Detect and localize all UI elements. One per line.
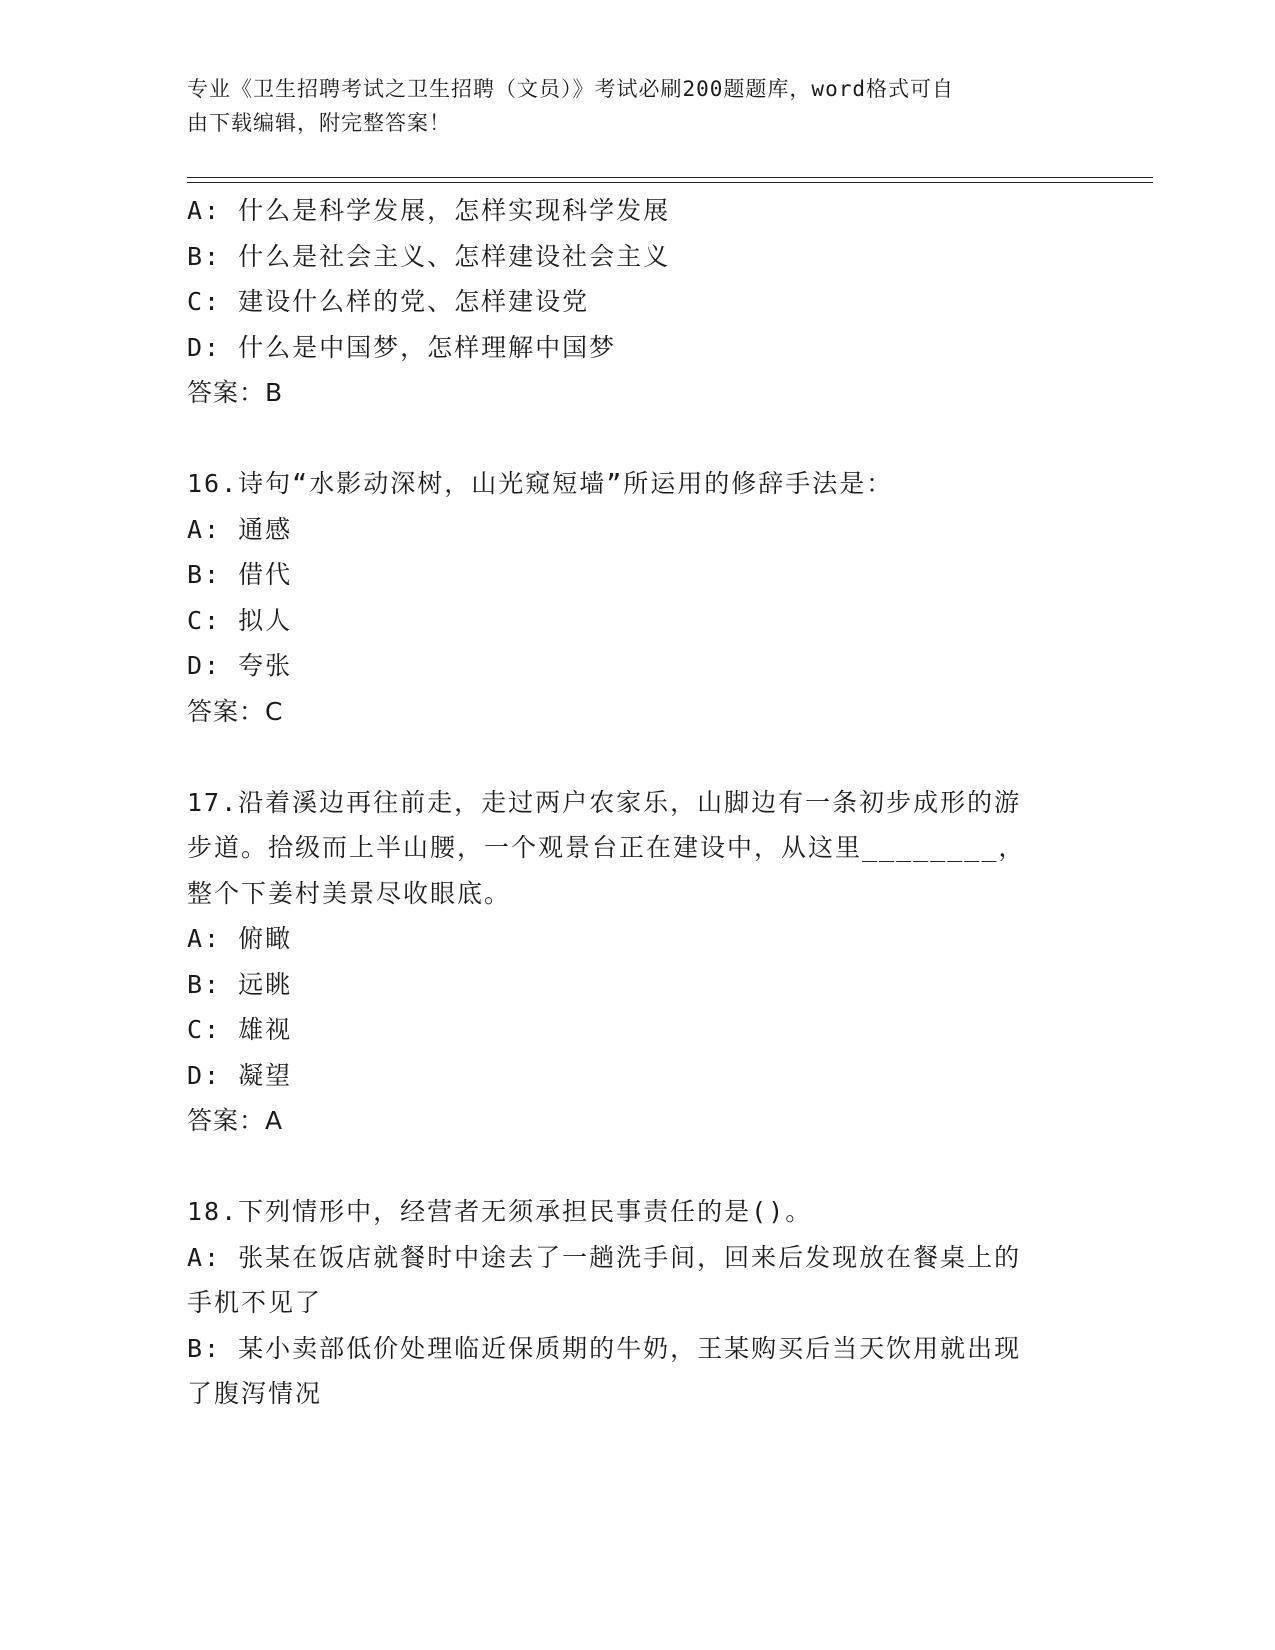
option-c: C: 雄视 <box>187 1015 293 1044</box>
spacer <box>187 416 1087 462</box>
option-b: B: 什么是社会主义、怎样建设社会主义 <box>187 241 671 271</box>
option-c: C: 拟人 <box>187 605 293 635</box>
option-b: B: 借代 <box>187 560 293 589</box>
option-b-line-2: 了腹泻情况 <box>187 1379 323 1408</box>
question-18 <box>187 1189 1087 1417</box>
question-stem-line-3: 整个下姜村美景尽收眼底。 <box>187 878 512 908</box>
option-d: D: 什么是中国梦，怎样理解中国梦 <box>187 332 617 362</box>
question-stem-line-2: 步道。拾级而上半山腰，一个观景台正在建设中，从这里________， <box>187 833 1026 862</box>
header-rule-top <box>187 177 1153 178</box>
header-line-2: 由下载编辑，附完整答案！ <box>187 111 451 135</box>
answer-line: 答案：C <box>187 696 284 726</box>
option-d: D: 夸张 <box>187 651 293 680</box>
option-a-line-2: 手机不见了 <box>187 1288 323 1317</box>
option-a: A: 俯瞰 <box>187 924 293 953</box>
document-header <box>187 72 1067 140</box>
option-a: A: 什么是科学发展，怎样实现科学发展 <box>187 196 671 225</box>
spacer <box>187 1144 1087 1190</box>
question-stem: 18.下列情形中，经营者无须承担民事责任的是()。 <box>187 1197 813 1226</box>
question-16 <box>187 461 1087 734</box>
question-17 <box>187 780 1087 1144</box>
option-a: A: 通感 <box>187 514 293 544</box>
spacer <box>187 734 1087 780</box>
question-15 <box>187 188 1087 416</box>
answer-line: 答案：B <box>187 378 284 407</box>
option-b: B: 远眺 <box>187 969 293 999</box>
option-a-line-1: A: 张某在饭店就餐时中途去了一趟洗手间，回来后发现放在餐桌上的 <box>187 1242 1022 1272</box>
option-c: C: 建设什么样的党、怎样建设党 <box>187 287 590 316</box>
question-list <box>187 188 1087 1417</box>
question-stem-line-1: 17.沿着溪边再往前走，走过两户农家乐，山脚边有一条初步成形的游 <box>187 787 1022 817</box>
header-line-1: 专业《卫生招聘考试之卫生招聘（文员）》考试必刷200题题库，word格式可自 <box>187 77 954 101</box>
option-b-line-1: B: 某小卖部低价处理临近保质期的牛奶，王某购买后当天饮用就出现 <box>187 1333 1022 1363</box>
option-d: D: 凝望 <box>187 1060 293 1090</box>
question-stem: 16.诗句“水影动深树，山光窥短墙”所运用的修辞手法是： <box>187 469 894 498</box>
header-rule-bottom <box>187 182 1153 183</box>
answer-line: 答案：A <box>187 1106 284 1135</box>
